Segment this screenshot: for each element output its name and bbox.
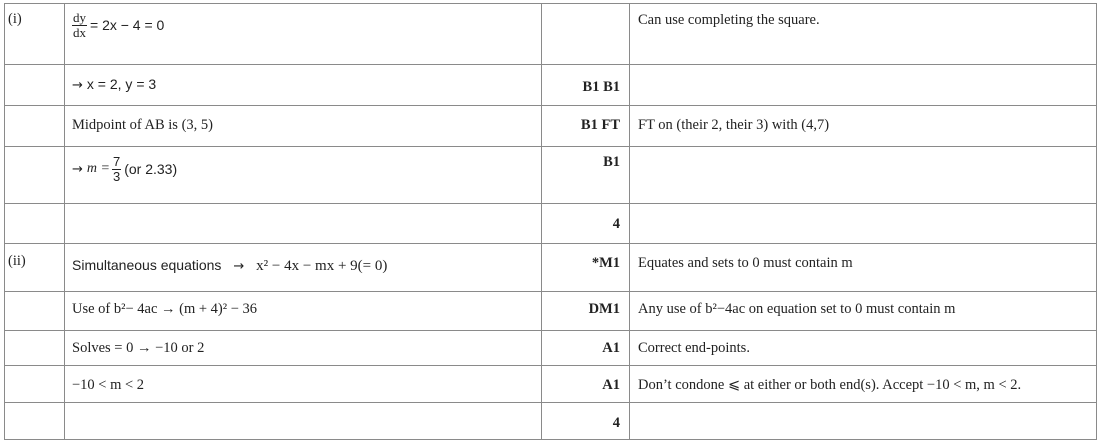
mark-cell: B1 [603,154,620,170]
table-border-right [1096,3,1097,440]
fraction-denominator: dx [73,24,86,40]
answer-cell [72,77,156,92]
column-divider [64,3,65,440]
answer-text: x = 2, y = 3 [86,76,157,92]
row-divider [4,203,1097,204]
row-divider [4,105,1097,106]
table-border-bottom [4,439,1097,440]
row-divider [4,402,1097,403]
guidance-cell: Don’t condone ⩽ at either or both end(s). Accept −10 < m, m < 2. [638,377,1022,393]
arrow-icon: → [72,161,83,177]
row-divider [4,146,1097,147]
total-marks: 4 [612,216,620,232]
equation-text: = 2x − 4 = 0 [90,17,165,34]
mark-cell: A1 [602,377,620,393]
mark-cell: *M1 [591,255,620,271]
row-divider [4,365,1097,366]
part-label: (ii) [8,253,26,269]
answer-cell: −10 < m < 2 [72,377,145,393]
row-divider [4,291,1097,292]
row-divider [4,64,1097,65]
answer-text: Simultaneous equations [72,257,222,273]
guidance-cell: FT on (their 2, their 3) with (4,7) [638,117,830,133]
mark-cell: B1 FT [580,117,620,133]
mark-cell: A1 [602,340,620,356]
fraction-numerator: dy [73,10,86,25]
fraction-numerator: 7 [112,154,121,169]
equation-lhs: m = [86,161,110,177]
row-divider [4,330,1097,331]
mark-cell: B1 B1 [582,79,620,95]
fraction [112,155,121,183]
guidance-cell: Any use of b²−4ac on equation set to 0 must contain m [638,301,956,317]
answer-cell [72,155,177,183]
total-marks: 4 [612,415,620,431]
fraction-denominator: 3 [112,168,121,184]
answer-cell: Use of b²− 4ac → (m + 4)² − 36 [72,301,258,317]
equation-text: x² − 4x − mx + 9(= 0) [256,258,388,274]
table-border-top [4,3,1097,4]
part-label: (i) [8,11,22,27]
table-border-left [4,3,5,440]
guidance-cell: Equates and sets to 0 must contain m [638,255,853,271]
column-divider [629,3,630,440]
arrow-icon: → [233,259,245,274]
part-divider [4,243,1097,244]
answer-cell: Midpoint of AB is (3, 5) [72,117,213,133]
guidance-cell: Correct end-points. [638,340,750,356]
answer-cell [72,258,387,274]
equation-text: (or 2.33) [124,161,178,178]
answer-cell: Solves = 0 → −10 or 2 [72,340,205,356]
fraction [72,11,87,39]
mark-cell: DM1 [588,301,620,317]
answer-cell [72,11,164,39]
arrow-icon: → [72,78,83,93]
guidance-cell: Can use completing the square. [638,12,820,28]
